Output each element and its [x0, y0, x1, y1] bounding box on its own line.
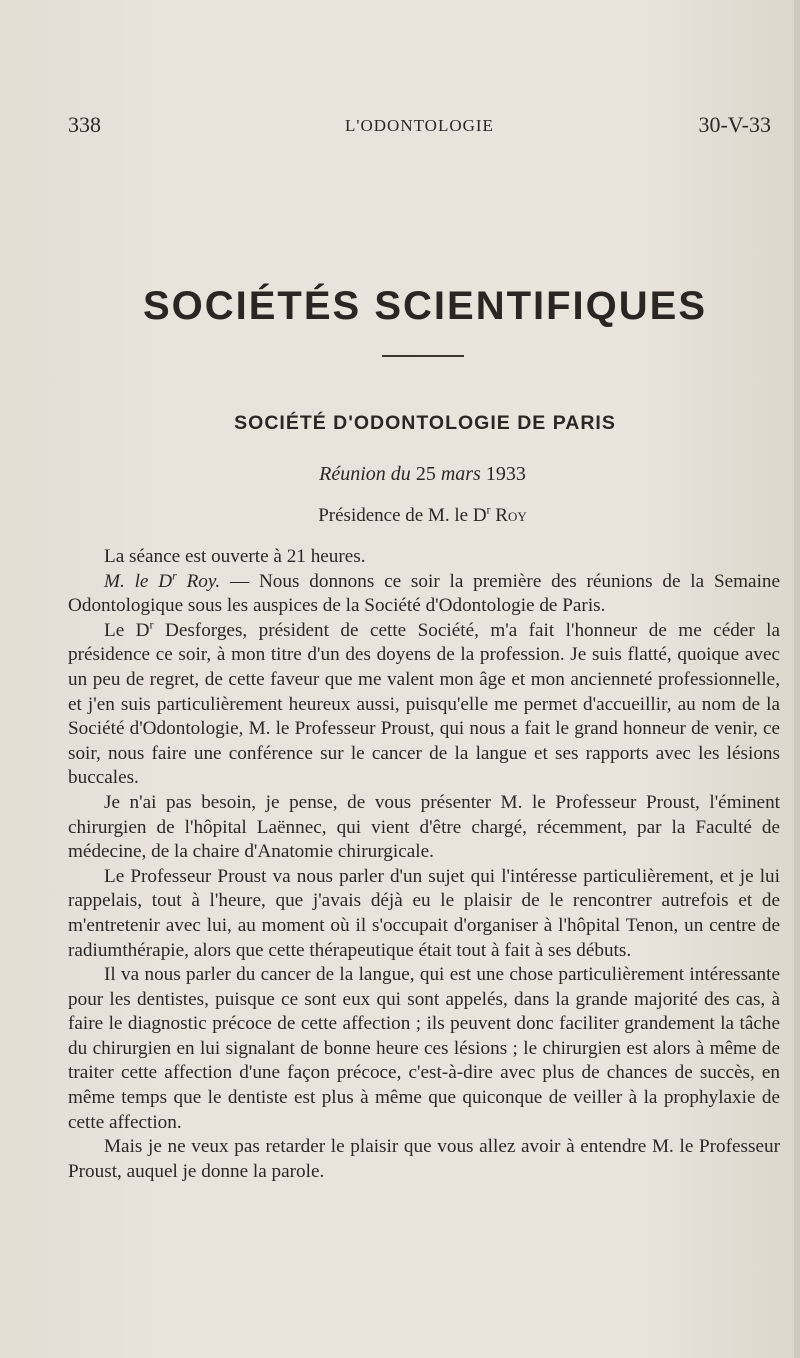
speaker-text: — Nous donnons ce soir la première des réunions de la Semaine Odontologique sous les auspices de la Société d'Odontologie de Paris.	[68, 570, 781, 617]
meeting-year: 1933	[485, 463, 526, 485]
paragraph-closing: Mais je ne veux pas retarder le plaisir que vous allez avoir à entendre M. le Professeur Proust, auquel je donne la parole.	[68, 1136, 780, 1182]
p3-start: Le D	[104, 619, 150, 641]
journal-title: L'ODONTOLOGIE	[345, 116, 494, 135]
speaker-sup: r	[172, 568, 177, 583]
paragraph-opening: La séance est ouverte à 21 heures.	[104, 546, 366, 567]
presidence-text: Présidence de M. le D	[318, 505, 487, 526]
article-body	[68, 545, 780, 1184]
running-header	[68, 112, 771, 142]
president-name: Roy	[495, 505, 527, 526]
society-title: SOCIÉTÉ D'ODONTOLOGIE DE PARIS	[234, 412, 616, 434]
speaker-name-b: Roy.	[186, 570, 221, 592]
presidence-line	[0, 502, 800, 527]
section-divider	[382, 355, 464, 357]
paragraph-desforges	[68, 619, 780, 791]
p3-sup: r	[149, 617, 154, 632]
paragraph-cancer: Il va nous parler du cancer de la langue, qui est une chose particulièrement intéressante pour les dentistes, puisque ce sont eux qui sont appelés, dans la grande majorité des cas, à faire le diagnostic précoce de cette affection ; ils peuvent donc faciliter grandement la tâche du chirurgien en lui signalant de bonne heure ces lésions ; le chirurgien est alors à même de traiter cette affection d'une façon précoce, c'est-à-dire avec plus de chances de succès, en même temps que le dentiste est plus à même que quiconque de veiller à la prophylaxie de cette affection.	[68, 964, 780, 1133]
page-number: 338	[68, 112, 101, 137]
meeting-date	[0, 463, 800, 486]
meeting-day: 25	[415, 463, 436, 485]
meeting-prefix: Réunion du	[319, 463, 411, 485]
page-edge-shadow	[794, 0, 800, 1358]
paragraph-proust-subject: Le Professeur Proust va nous parler d'un sujet qui l'intéresse particulièrement, et je lui rappelais, tout à l'heure, que j'avais déjà eu le plaisir de le rencontrer autrefois et de m'entretenir avec lui, au moment où il s'occupait d'organiser à l'hôpital Tenon, un centre de radiumthérapie, alors que cette thérapeutique était tout à fait à ses débuts.	[68, 865, 780, 961]
speaker-name-a: M. le D	[104, 570, 173, 592]
p3-rest: Desforges, président de cette Société, m'a fait l'honneur de me céder la présidence ce soir, à mon titre d'un des doyens de la profession. Je suis flatté, quoique avec un peu de regret, de cette faveur que me valent mon âge et mon ancienneté professionnelle, et j'en suis particulièrement heureux aussi, puisqu'elle me permet d'accueillir, au nom de la Société d'Odontologie, M. le Professeur Proust, qui nous a fait le grand honneur de venir, ce soir, nous faire une conférence sur le cancer de la langue et ses rapports avec les lésions buccales.	[68, 619, 780, 789]
issue-date: 30-V-33	[698, 112, 771, 137]
paragraph-speaker-intro	[68, 570, 780, 619]
presidence-sup: r	[486, 502, 491, 517]
meeting-month: mars	[440, 463, 481, 485]
section-title: SOCIÉTÉS SCIENTIFIQUES	[142, 284, 708, 328]
paragraph-proust-intro: Je n'ai pas besoin, je pense, de vous présenter M. le Professeur Proust, l'éminent chirurgien de l'hôpital Laënnec, qui vient d'être chargé, récemment, par la Faculté de médecine, de la chaire d'Anatomie chirurgicale.	[68, 791, 780, 863]
